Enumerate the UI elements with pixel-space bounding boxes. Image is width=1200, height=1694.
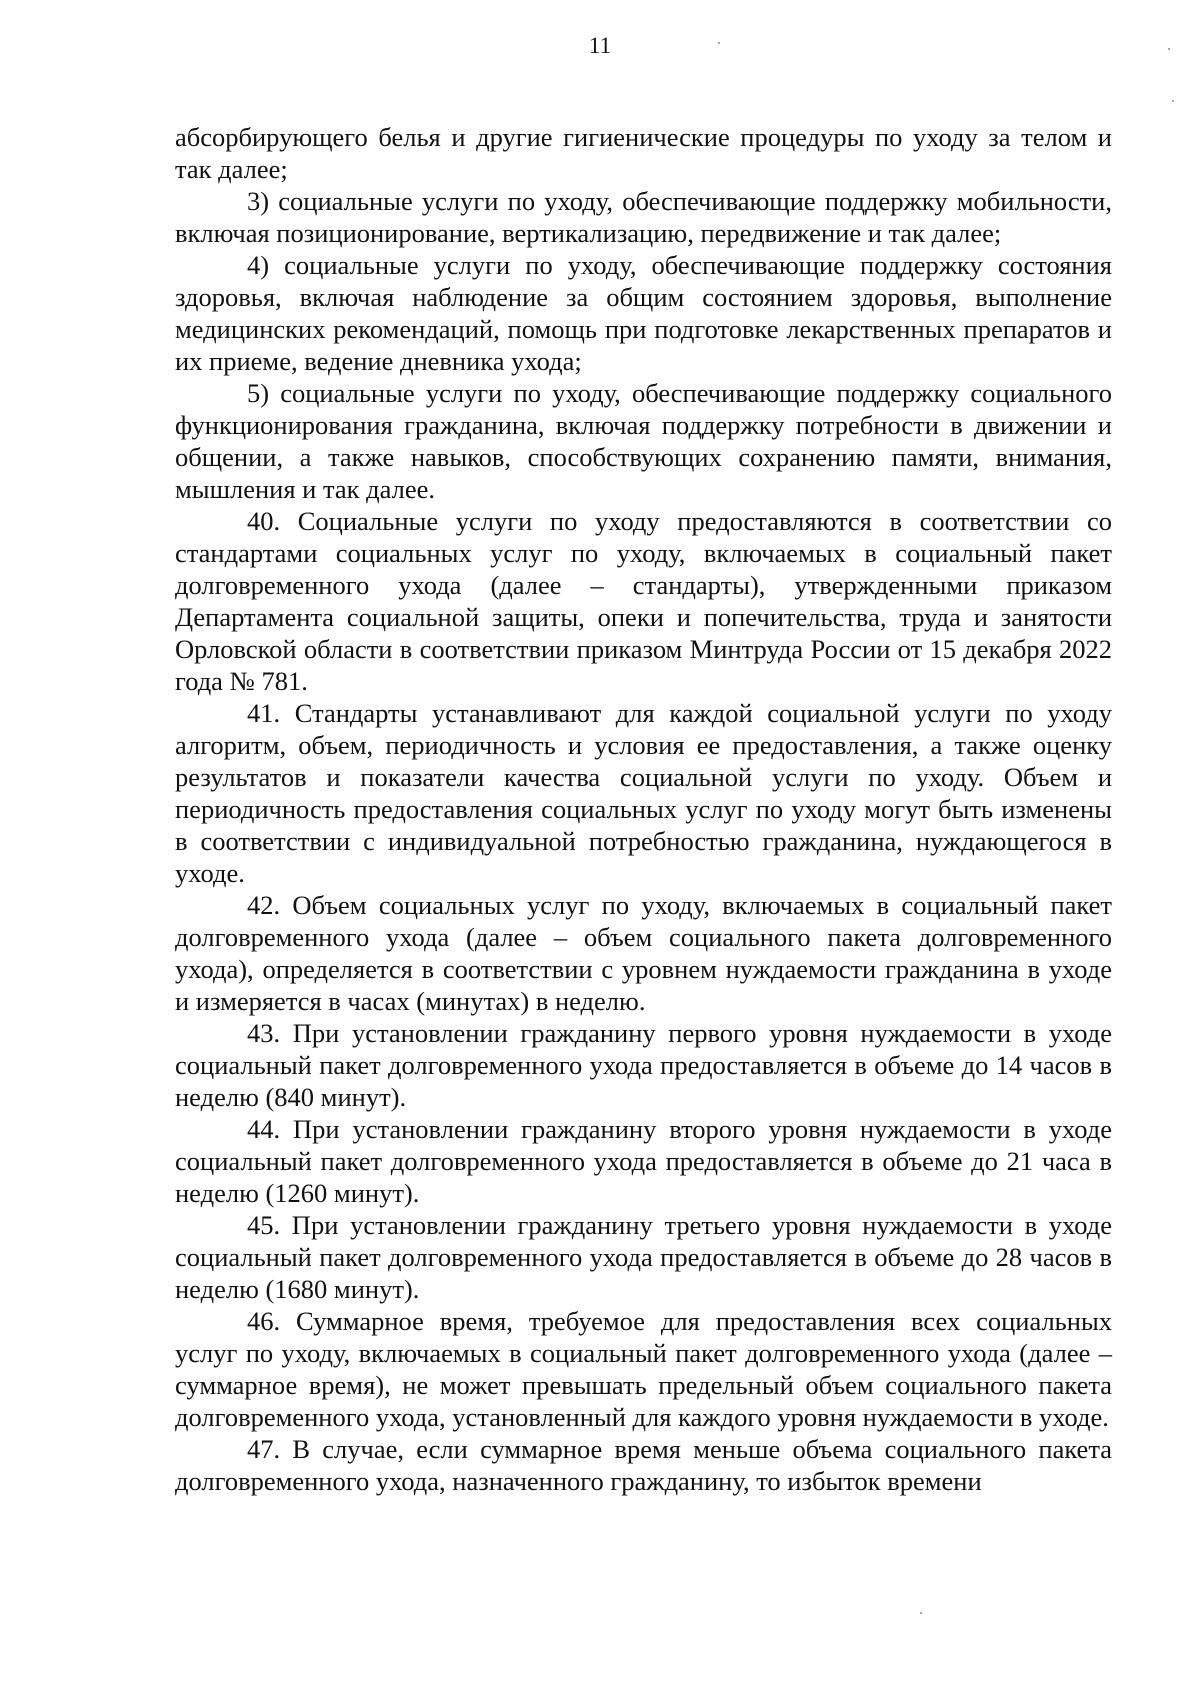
paragraph-41: 41. Стандарты устанавливают для каждой социальной услуги по уходу алгоритм, объем, периодичность и условия ее предоставления, а также оценку результатов и показатели качества социальной услуги по уходу. Объем и периодичность предоставления социальных услуг по уходу могут быть изменены в соответствии с индивидуальной потребностью гражданина, нуждающегося в уходе. xyxy=(175,698,1112,888)
scan-speck xyxy=(718,42,720,44)
paragraph-43: 43. При установлении гражданину первого уровня нуждаемости в уходе социальный пакет долговременного ухода предоставляется в объеме до 14 часов в неделю (840 минут). xyxy=(175,1018,1112,1112)
paragraph-item-3: 3) социальные услуги по уходу, обеспечивающие поддержку мобильности, включая позиционирование, вертикализацию, передвижение и так далее; xyxy=(175,186,1112,248)
paragraph-40: 40. Социальные услуги по уходу предоставляются в соответствии со стандартами социальных услуг по уходу, включаемых в социальный пакет долговременного ухода (далее – стандарты), утвержденными приказом Департамента социальной защиты, опеки и попечительства, труда и занятости Орловской области в соответствии приказом Минтруда России от 15 декабря 2022 года № 781. xyxy=(175,506,1112,696)
page-number: 11 xyxy=(588,33,612,58)
scan-speck xyxy=(920,1612,922,1614)
paragraph-item-4: 4) социальные услуги по уходу, обеспечивающие поддержку состояния здоровья, включая наблюдение за общим состоянием здоровья, выполнение медицинских рекомендаций, помощь при подготовке лекарственных препаратов и их приеме, ведение дневника ухода; xyxy=(175,250,1112,376)
scan-speck xyxy=(1168,48,1170,50)
paragraph-42: 42. Объем социальных услуг по уходу, включаемых в социальный пакет долговременного ухода (далее – объем социального пакета долговременного ухода), определяется в соответствии с уровнем нуждаемости гражданина в уходе и измеряется в часах (минутах) в неделю. xyxy=(175,890,1112,1016)
paragraph-continuation: абсорбирующего белья и другие гигиенические процедуры по уходу за телом и так далее; xyxy=(175,122,1112,184)
paragraph-46: 46. Суммарное время, требуемое для предоставления всех социальных услуг по уходу, включаемых в социальный пакет долговременного ухода (далее – суммарное время), не может превышать предельный объем социального пакета долговременного ухода, установленный для каждого уровня нуждаемости в уходе. xyxy=(175,1306,1112,1432)
document-body xyxy=(175,121,1112,1497)
scan-speck xyxy=(1172,100,1174,102)
paragraph-45: 45. При установлении гражданину третьего уровня нуждаемости в уходе социальный пакет долговременного ухода предоставляется в объеме до 28 часов в неделю (1680 минут). xyxy=(175,1210,1112,1304)
paragraph-item-5: 5) социальные услуги по уходу, обеспечивающие поддержку социального функционирования гражданина, включая поддержку потребности в движении и общении, а также навыков, способствующих сохранению памяти, внимания, мышления и так далее. xyxy=(175,378,1112,504)
paragraph-44: 44. При установлении гражданину второго уровня нуждаемости в уходе социальный пакет долговременного ухода предоставляется в объеме до 21 часа в неделю (1260 минут). xyxy=(175,1114,1112,1208)
paragraph-47: 47. В случае, если суммарное время меньше объема социального пакета долговременного ухода, назначенного гражданину, то избыток времени xyxy=(175,1434,1112,1496)
